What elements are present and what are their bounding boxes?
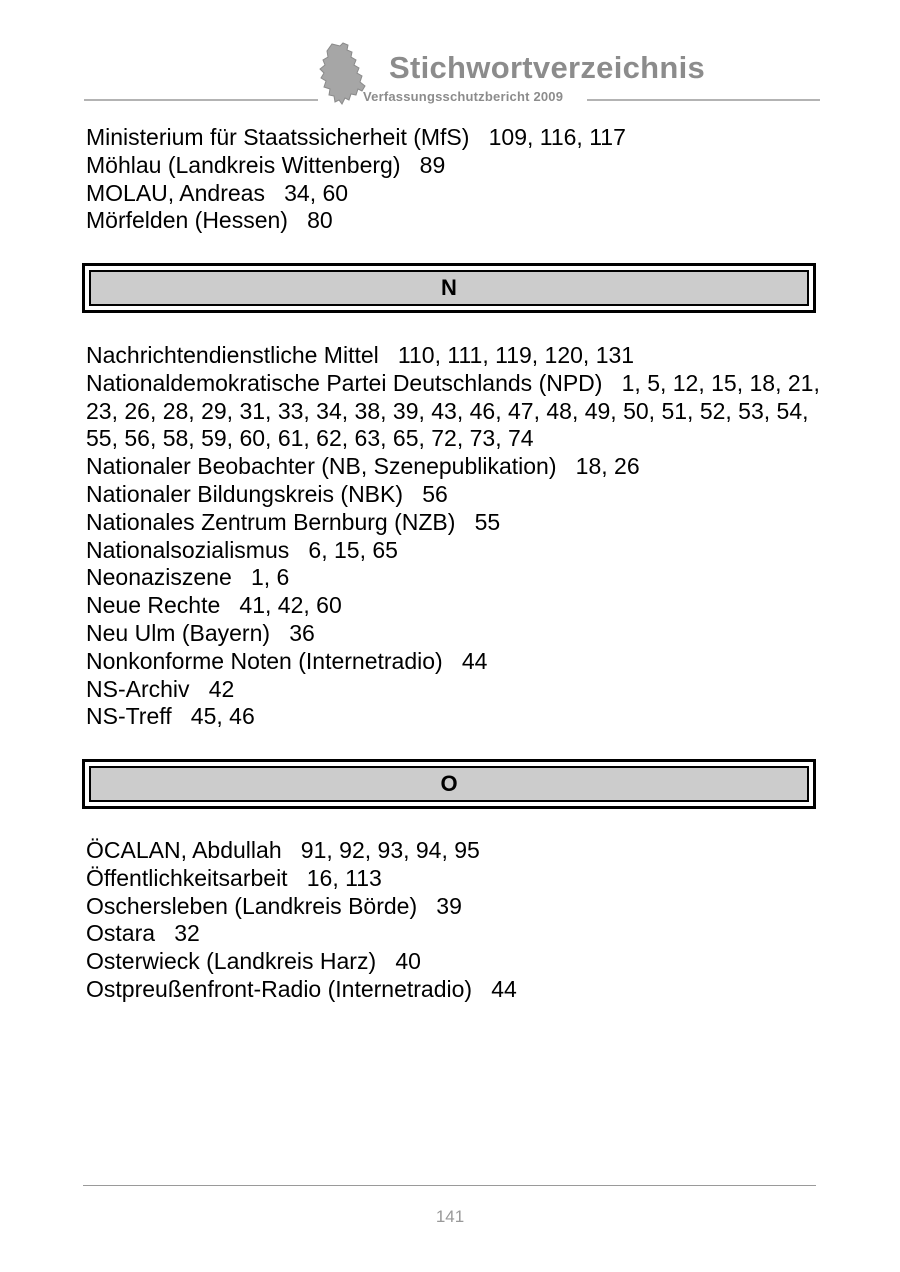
index-entry: [86, 180, 826, 208]
index-entry: [86, 920, 826, 948]
index-entry: [86, 865, 826, 893]
entry-term: Mörfelden (Hessen): [86, 207, 288, 234]
entry-pages: 41, 42, 60: [239, 592, 342, 619]
entry-pages: 109, 116, 117: [488, 124, 626, 150]
entry-term: Neu Ulm (Bayern): [86, 619, 271, 646]
entry-term: Osterwieck (Landkreis Harz): [86, 948, 377, 975]
index-entry: [86, 676, 826, 704]
entry-pages: 1, 5, 12, 15, 18, 21, 23, 26, 28, 29, 31, 33, 34, 38, 39, 43, 46, 47, 48, 49, 50, 51, 52, 53, 54, 55, 56, 58, 59, 60, 61, 62, 63, 65, 72, 73, 74: [86, 369, 827, 452]
entry-term: Ostpreußenfront-Radio (Internetradio): [86, 975, 473, 1002]
header-title: Stichwortverzeichnis: [389, 50, 706, 85]
entry-term: ÖCALAN, Abdullah: [86, 837, 282, 863]
index-entry: [86, 648, 826, 676]
entry-pages: 16, 113: [306, 864, 382, 891]
entry-term: Nationaler Beobachter (NB, Szenepublikation): [86, 453, 557, 480]
section-header-o: [82, 759, 816, 809]
index-entry: [86, 703, 826, 731]
entry-term: Möhlau (Landkreis Wittenberg): [86, 151, 401, 178]
entry-term: Ostara: [86, 920, 156, 947]
entry-pages: 110, 111, 119, 120, 131: [397, 342, 635, 368]
footer-rule: [83, 1185, 816, 1186]
entry-pages: 1, 6: [250, 564, 290, 591]
entry-term: NS-Treff: [86, 703, 172, 730]
header-rule-right: [587, 99, 820, 101]
index-entry: [86, 453, 826, 481]
section-letter-o: O: [89, 766, 809, 802]
index-entry: [86, 207, 826, 235]
entry-term: Neonaziszene: [86, 564, 232, 591]
entry-pages: 45, 46: [190, 703, 255, 730]
header-rule-left: [84, 99, 318, 101]
entry-term: Neue Rechte: [86, 592, 221, 619]
index-entry: [86, 893, 826, 921]
entry-pages: 18, 26: [575, 453, 640, 480]
entry-pages: 34, 60: [284, 179, 349, 206]
entry-pages: 56: [422, 480, 448, 507]
entry-pages: 80: [307, 207, 333, 234]
entry-pages: 89: [419, 151, 446, 178]
entry-term: Nationaldemokratische Partei Deutschlands (NPD): [86, 369, 603, 396]
entry-term: Nationaler Bildungskreis (NBK): [86, 480, 404, 507]
index-entry: [86, 481, 826, 509]
entry-pages: 55: [474, 508, 501, 535]
entry-list-n: [86, 342, 826, 731]
entry-term: Nonkonforme Noten (Internetradio): [86, 647, 443, 674]
entry-pages: 44: [491, 975, 517, 1002]
entry-list-o: [86, 837, 826, 1004]
index-entry: [86, 342, 826, 370]
page-header: [84, 38, 820, 110]
index-entry: [86, 837, 826, 865]
entry-term: Nationalsozialismus: [86, 536, 290, 563]
entry-pages: 91, 92, 93, 94, 95: [300, 837, 480, 863]
entry-term: NS-Archiv: [86, 675, 190, 702]
entry-pages: 40: [395, 948, 421, 975]
entry-term: Ministerium für Staatssicherheit (MfS): [86, 124, 470, 150]
entry-list-m: [86, 124, 826, 235]
index-entry: [86, 370, 826, 453]
entry-term: Nachrichtendienstliche Mittel: [86, 342, 379, 368]
index-entry: [86, 948, 826, 976]
index-entry: [86, 152, 826, 180]
index-entry: [86, 620, 826, 648]
entry-pages: 36: [289, 619, 315, 646]
entry-pages: 44: [461, 647, 488, 674]
index-entry: [86, 564, 826, 592]
index-entry: [86, 592, 826, 620]
entry-pages: 42: [208, 675, 235, 702]
entry-term: Öffentlichkeitsarbeit: [86, 864, 288, 891]
index-entry: [86, 509, 826, 537]
index-entry: [86, 124, 826, 152]
entry-pages: 39: [436, 892, 462, 919]
entry-term: Oschersleben (Landkreis Börde): [86, 892, 418, 919]
index-entry: [86, 976, 826, 1004]
entry-pages: 32: [174, 920, 200, 947]
entry-term: MOLAU, Andreas: [86, 179, 265, 206]
index-entry: [86, 537, 826, 565]
entry-pages: 6, 15, 65: [308, 536, 398, 563]
section-letter-n: N: [89, 270, 809, 306]
header-subtitle: Verfassungsschutzbericht 2009: [363, 89, 564, 104]
page-number: 141: [435, 1207, 465, 1226]
entry-term: Nationales Zentrum Bernburg (NZB): [86, 508, 456, 535]
section-header-n: [82, 263, 816, 313]
